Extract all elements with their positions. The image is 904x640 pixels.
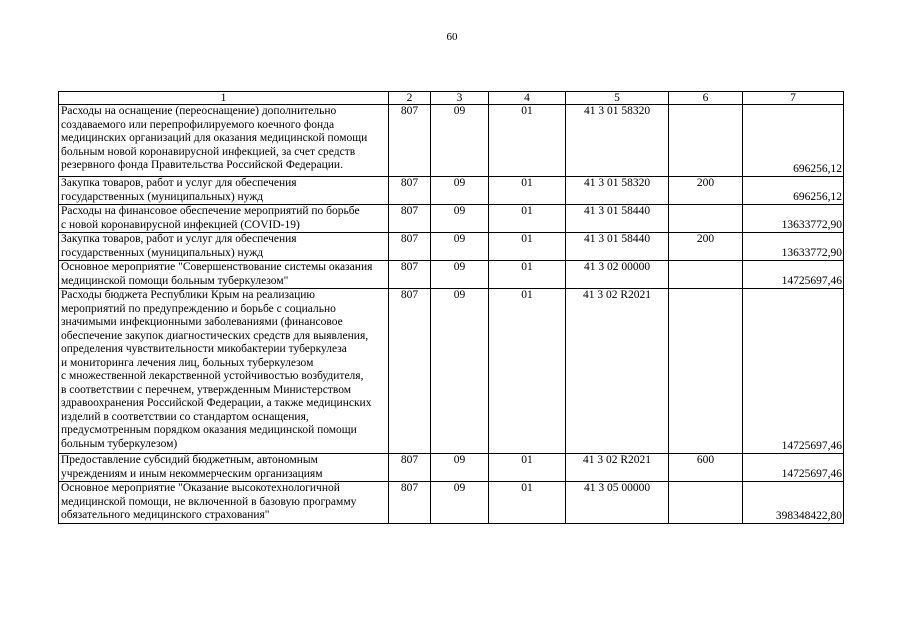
cell-section: 09	[431, 177, 489, 205]
table-row	[59, 289, 844, 454]
cell-amount: 14725697,46	[743, 289, 844, 454]
cell-name: Расходы бюджета Республики Крым на реализацию мероприятий по предупреждению и борьбе с социально значимыми инфекционными заболеваниями (финансовое обеспечение закупок диагностических средств для выявления, определения чувствительности микобактерии туберкулеза и мониторинга лечения лиц, больных туберкулезом с множественной лекарственной устойчивостью возбудителя, в соответствии с перечнем, утвержденным Министерством здравоохранения Российской Федерации, а также медицинских изделий в соответствии со стандартом оснащения, предусмотренным порядком оказания медицинской помощи больным туберкулезом)	[59, 289, 389, 454]
cell-admin-code: 807	[389, 289, 431, 454]
cell-target-article: 41 3 01 58440	[566, 205, 669, 233]
cell-target-article: 41 3 02 00000	[566, 261, 669, 289]
cell-expense-type: 200	[669, 233, 743, 261]
cell-name: Предоставление субсидий бюджетным, автономным учреждениям и иным некоммерческим организациям	[59, 454, 389, 482]
cell-name: Закупка товаров, работ и услуг для обеспечения государственных (муниципальных) нужд	[59, 177, 389, 205]
cell-expense-type	[669, 289, 743, 454]
header-cell: 1	[59, 92, 389, 105]
cell-amount: 398348422,80	[743, 482, 844, 524]
cell-section: 09	[431, 261, 489, 289]
cell-admin-code: 807	[389, 105, 431, 177]
cell-amount: 13633772,90	[743, 233, 844, 261]
table-row	[59, 177, 844, 205]
table-row	[59, 261, 844, 289]
cell-amount: 14725697,46	[743, 261, 844, 289]
cell-amount: 14725697,46	[743, 454, 844, 482]
cell-name: Основное мероприятие "Оказание высокотехнологичной медицинской помощи, не включенной в базовую программу обязательного медицинского страхования"	[59, 482, 389, 524]
header-cell: 3	[431, 92, 489, 105]
table-row	[59, 482, 844, 524]
table-row	[59, 454, 844, 482]
cell-name: Расходы на финансовое обеспечение мероприятий по борьбе с новой коронавирусной инфекцией (COVID-19)	[59, 205, 389, 233]
cell-section: 09	[431, 289, 489, 454]
cell-subsection: 01	[489, 205, 566, 233]
cell-admin-code: 807	[389, 482, 431, 524]
budget-table	[58, 91, 844, 524]
table-row	[59, 105, 844, 177]
cell-admin-code: 807	[389, 261, 431, 289]
cell-target-article: 41 3 02 R2021	[566, 454, 669, 482]
header-cell: 4	[489, 92, 566, 105]
header-cell: 6	[669, 92, 743, 105]
cell-subsection: 01	[489, 454, 566, 482]
cell-subsection: 01	[489, 105, 566, 177]
header-cell: 7	[743, 92, 844, 105]
cell-target-article: 41 3 01 58320	[566, 177, 669, 205]
cell-name: Расходы на оснащение (переоснащение) дополнительно создаваемого или перепрофилируемого коечного фонда медицинских организаций для оказания медицинской помощи больным новой коронавирусной инфекцией, за счет средств резервного фонда Правительства Российской Федерации.	[59, 105, 389, 177]
cell-subsection: 01	[489, 289, 566, 454]
cell-section: 09	[431, 454, 489, 482]
cell-expense-type	[669, 482, 743, 524]
cell-expense-type	[669, 261, 743, 289]
cell-target-article: 41 3 02 R2021	[566, 289, 669, 454]
cell-section: 09	[431, 482, 489, 524]
cell-subsection: 01	[489, 482, 566, 524]
cell-expense-type: 600	[669, 454, 743, 482]
cell-admin-code: 807	[389, 205, 431, 233]
cell-expense-type	[669, 205, 743, 233]
cell-name: Основное мероприятие "Совершенствование системы оказания медицинской помощи больным туберкулезом"	[59, 261, 389, 289]
cell-admin-code: 807	[389, 233, 431, 261]
table-header-row	[59, 92, 844, 105]
cell-name: Закупка товаров, работ и услуг для обеспечения государственных (муниципальных) нужд	[59, 233, 389, 261]
cell-amount: 696256,12	[743, 105, 844, 177]
cell-subsection: 01	[489, 233, 566, 261]
cell-amount: 13633772,90	[743, 205, 844, 233]
cell-admin-code: 807	[389, 177, 431, 205]
header-cell: 2	[389, 92, 431, 105]
cell-amount: 696256,12	[743, 177, 844, 205]
cell-section: 09	[431, 105, 489, 177]
cell-admin-code: 807	[389, 454, 431, 482]
cell-subsection: 01	[489, 177, 566, 205]
header-cell: 5	[566, 92, 669, 105]
cell-target-article: 41 3 01 58320	[566, 105, 669, 177]
budget-table-container	[58, 91, 843, 524]
cell-target-article: 41 3 01 58440	[566, 233, 669, 261]
cell-expense-type	[669, 105, 743, 177]
page-number: 60	[446, 31, 458, 43]
table-row	[59, 205, 844, 233]
cell-section: 09	[431, 233, 489, 261]
cell-section: 09	[431, 205, 489, 233]
table-row	[59, 233, 844, 261]
cell-target-article: 41 3 05 00000	[566, 482, 669, 524]
cell-subsection: 01	[489, 261, 566, 289]
cell-expense-type: 200	[669, 177, 743, 205]
